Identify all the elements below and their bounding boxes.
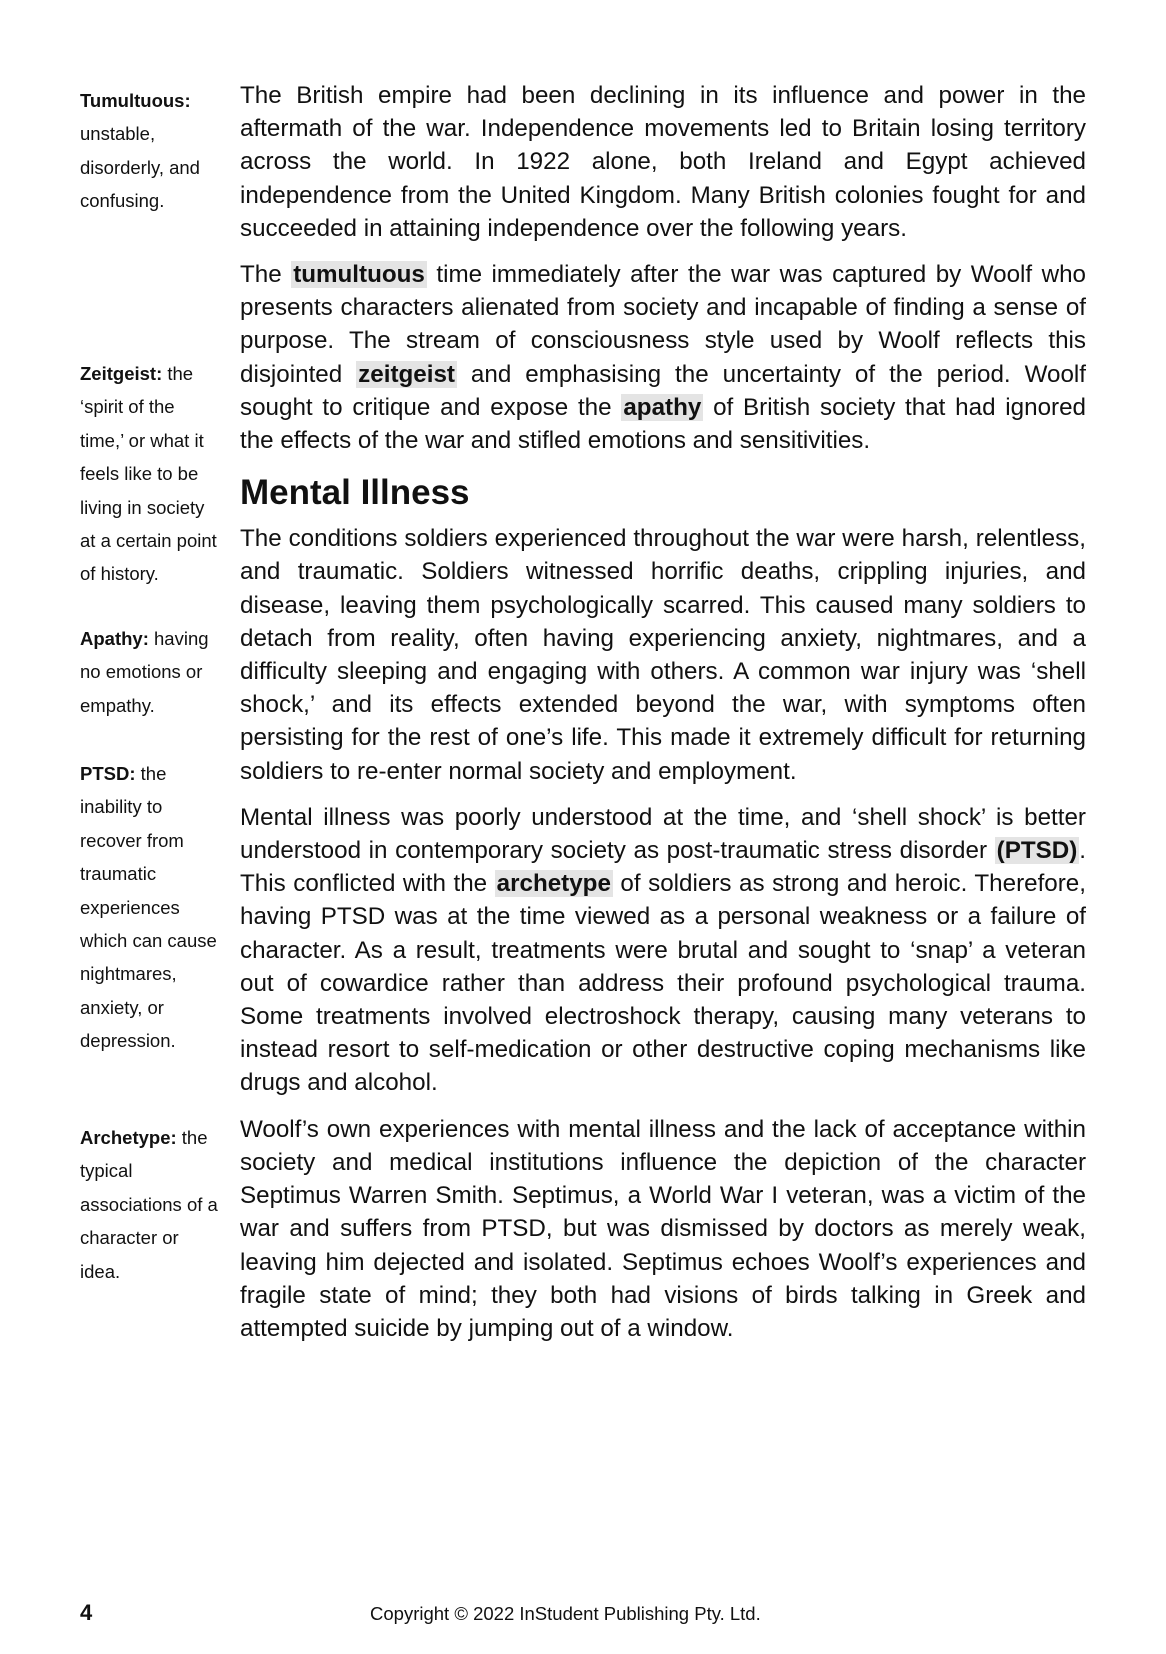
glossary-term: Apathy: (80, 628, 149, 649)
glossary-definition: unstable, disorderly, and confusing. (80, 123, 200, 212)
text-run: of soldiers as strong and heroic. Therefore, having PTSD was at the time viewed as a personal weakness or a failure of character. As a result, treatments were brutal and sought to ‘snap’ a veteran out of cowardice rather than address their profound psychological trauma. Some treatments involved electroshock therapy, causing many veterans to instead resort to self-medication or other destructive coping mechanisms like drugs and alcohol. (240, 870, 1086, 1097)
text-run: Mental illness was poorly understood at the time, and ‘shell shock’ is better understood in contemporary society as post-traumatic stress disorder (240, 803, 1086, 865)
glossary-term: PTSD: (80, 763, 136, 784)
glossary-entry-tumultuous (80, 84, 222, 218)
keyword-apathy: apathy (623, 393, 702, 421)
copyright-notice: Copyright © 2022 InStudent Publishing Pty. Ltd. (370, 1603, 761, 1624)
glossary-definition: the ‘spirit of the time,’ or what it feels like to be living in society at a certain point of history. (80, 363, 217, 585)
text-run: The (240, 261, 292, 289)
paragraph-empire-decline: The British empire had been declining in its influence and power in the aftermath of the war. Independence movements led to Britain losing territory across the world. In 1922 alone, both Ireland and Egypt achieved independence from the United Kingdom. Many British colonies fought for and succeeded in attaining independence over the following years. (240, 82, 1086, 242)
glossary-entry-archetype (80, 1121, 222, 1288)
glossary-term: Zeitgeist: (80, 363, 163, 384)
keyword-zeitgeist: zeitgeist (358, 360, 455, 388)
keyword-tumultuous: tumultuous (293, 261, 425, 289)
keyword-archetype: archetype (496, 870, 611, 898)
paragraph-soldier-conditions: The conditions soldiers experienced throughout the war were harsh, relentless, and traumatic. Soldiers witnessed horrific deaths, crippling injuries, and disease, leaving them psychologically scarred. This caused many soldiers to detach from reality, often having experiencing anxiety, nightmares, and a difficulty sleeping and engaging with others. A common war injury was ‘shell shock,’ and its effects extended beyond the war, with symptoms often persisting for the rest of one’s life. This made it extremely difficult for returning soldiers to re-enter normal society and employment. (240, 525, 1086, 785)
main-text (240, 79, 1086, 1358)
glossary-term: Archetype: (80, 1127, 177, 1148)
text-run: time immediately after the war was captured by Woolf who presents characters alienated from society and incapable of finding a sense of purpose. The stream of consciousness style used by Woolf reflects this disjointed (240, 261, 1086, 388)
section-heading: Mental Illness (240, 473, 470, 513)
glossary-definition: the inability to recover from traumatic experiences which can cause nightmares, anxiety, or depression. (80, 763, 217, 1052)
glossary-entry-zeitgeist (80, 357, 222, 591)
text-run: . This conflicted with the (240, 837, 1086, 898)
paragraph-woolf-zeitgeist (240, 258, 1086, 457)
keyword-ptsd: (PTSD) (996, 837, 1078, 865)
glossary-definition: having no emotions or empathy. (80, 628, 209, 716)
paragraph-ptsd (240, 801, 1086, 1100)
glossary-definition: the typical associations of a character or idea. (80, 1127, 218, 1282)
glossary-entry-ptsd (80, 757, 222, 1058)
glossary-term: Tumultuous: (80, 90, 191, 111)
glossary-entry-apathy (80, 622, 222, 722)
paragraph-septimus: Woolf’s own experiences with mental illness and the lack of acceptance within society and medical institutions influence the depiction of the character Septimus Warren Smith. Septimus, a World War I veteran, was a victim of the war and suffers from PTSD, but was dismissed by doctors as merely weak, leaving him dejected and isolated. Septimus echoes Woolf’s experiences and fragile state of mind; they both had visions of birds talking in Greek and attempted suicide by jumping out of a window. (240, 1115, 1086, 1342)
text-run: and emphasising the uncertainty of the period. Woolf sought to critique and expose the (240, 360, 1086, 421)
text-run: of British society that had ignored the effects of the war and stifled emotions and sensitivities. (240, 393, 1086, 455)
page-number: 4 (80, 1600, 93, 1625)
